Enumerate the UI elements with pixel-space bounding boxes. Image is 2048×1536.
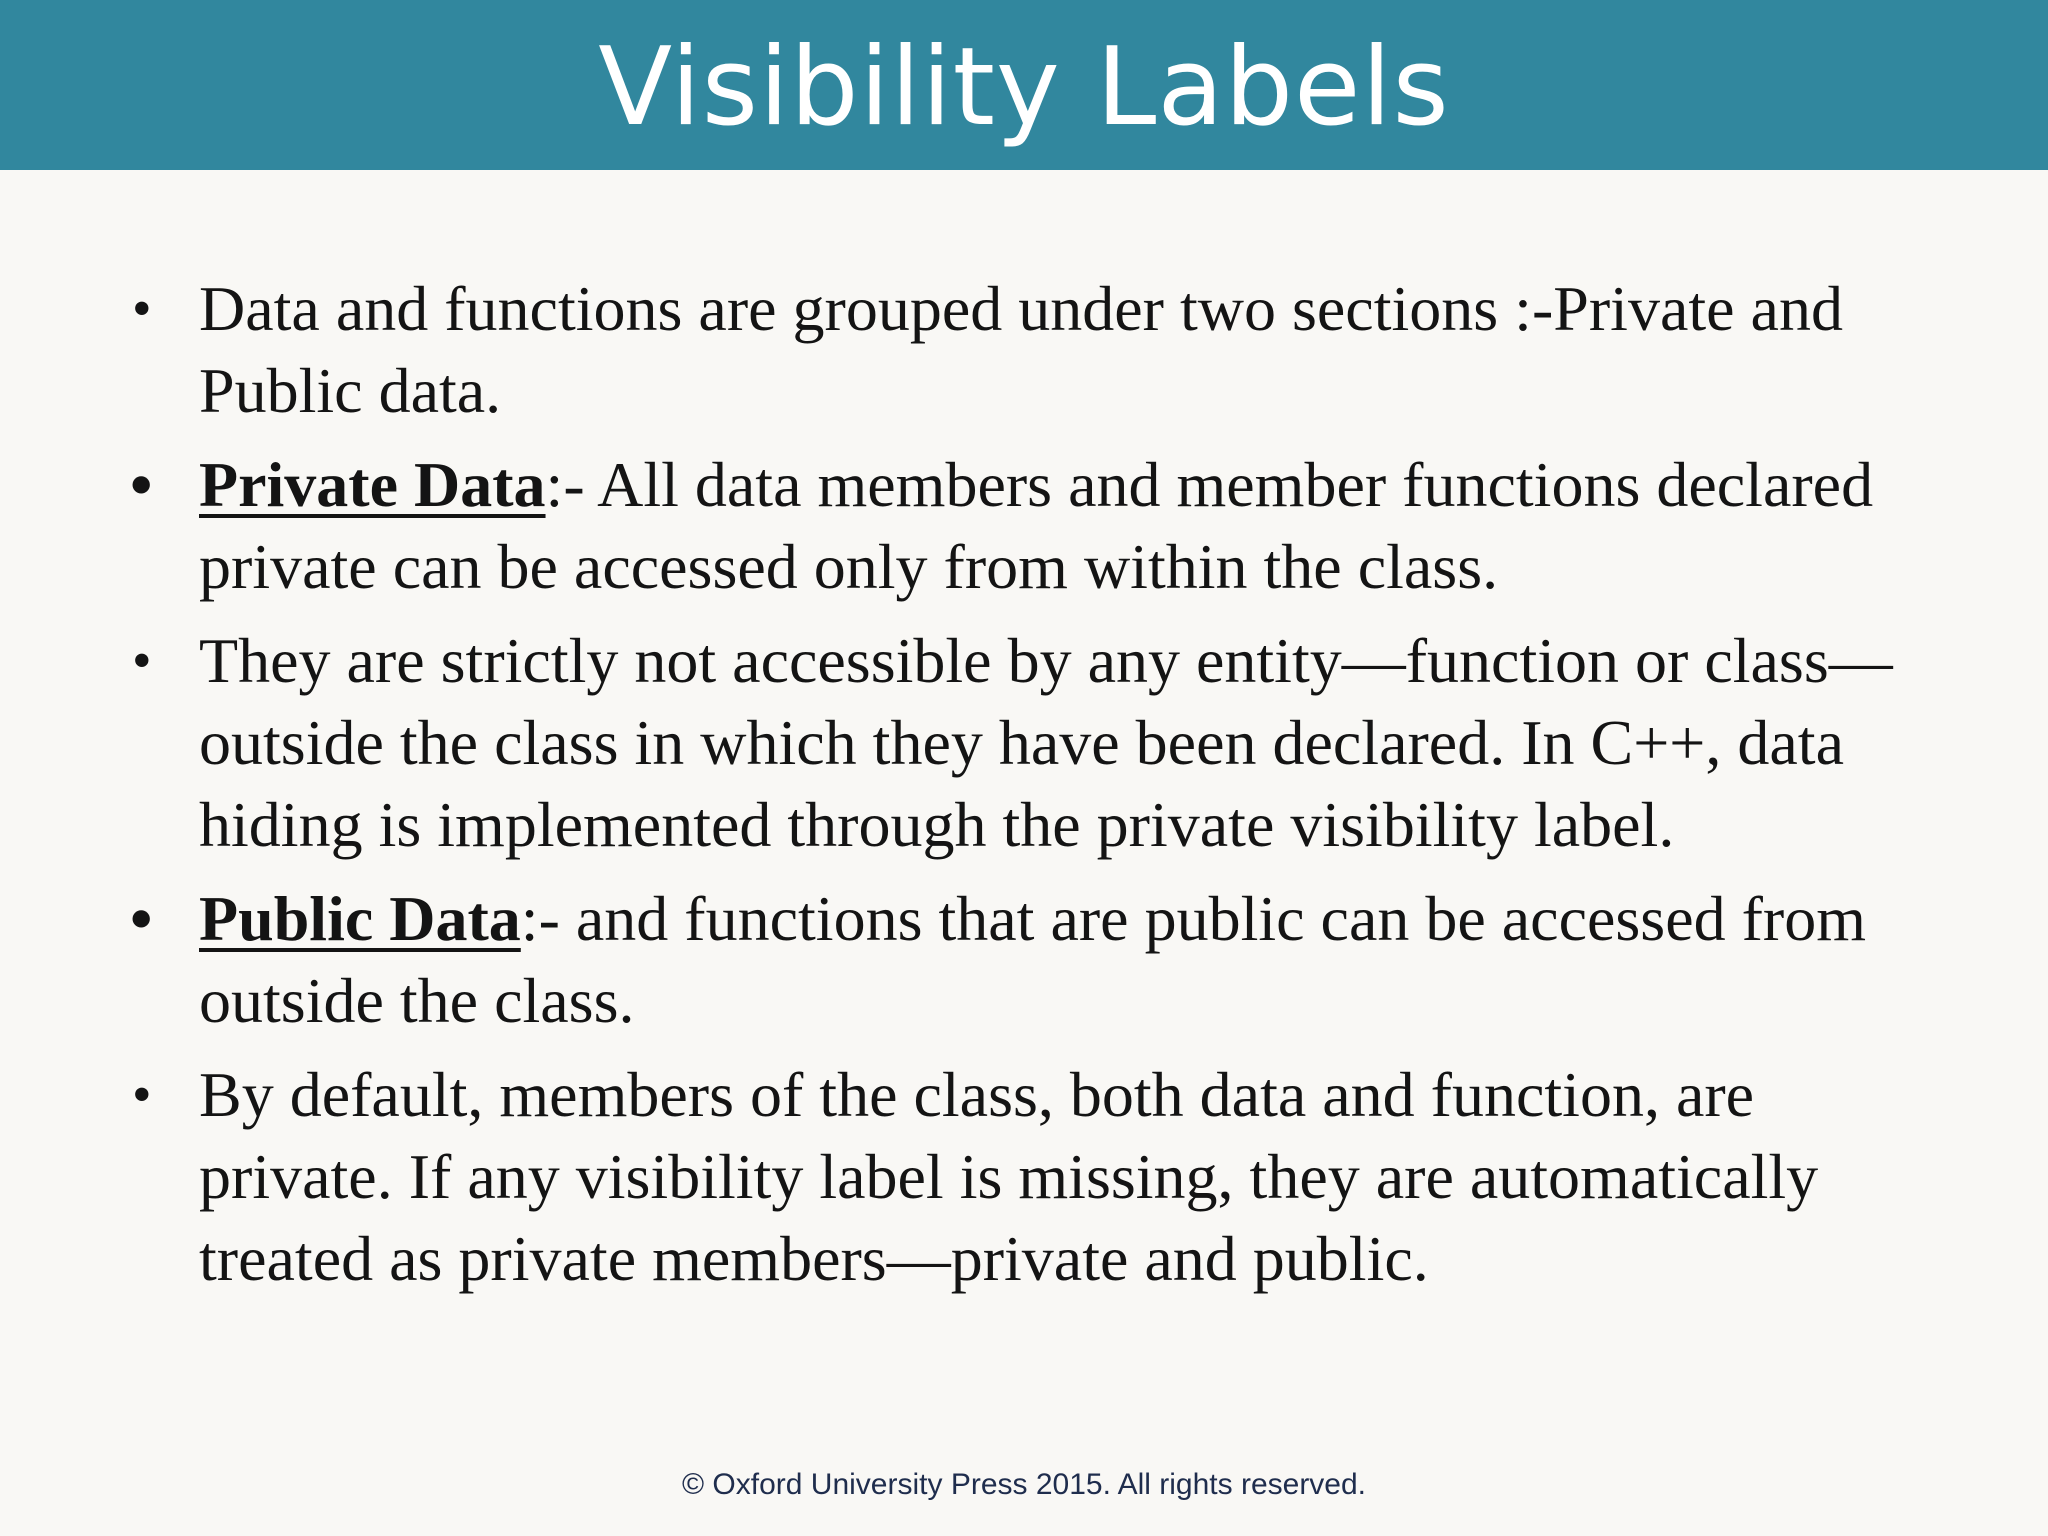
bullet-text: By default, members of the class, both data and function, are private. If any visibility label is missing, they are automatically treated as private members—private and public.: [199, 1059, 1819, 1294]
bullet-marker: •: [132, 278, 152, 340]
bullet-item-not-accessible: [130, 620, 1960, 866]
bullet-list: [130, 268, 1960, 1312]
bullet-item-private-data: [130, 444, 1960, 608]
bullet-marker: •: [132, 630, 152, 692]
bullet-item-grouping: [130, 268, 1960, 432]
bullet-item-public-data: [130, 878, 1960, 1042]
title-bar: [0, 0, 2048, 170]
bullet-text: They are strictly not accessible by any entity—function or class—outside the class in which they have been declared. In C++, data hiding is implemented through the private visibility label.: [199, 625, 1893, 860]
term-private-data: Private Data: [199, 449, 546, 520]
bullet-text: :- and functions that are public can be accessed from outside the class.: [199, 883, 1866, 1036]
bullet-marker: •: [130, 449, 153, 520]
bullet-marker: •: [132, 1064, 152, 1126]
term-public-data: Public Data: [199, 883, 521, 954]
bullet-item-default-private: [130, 1054, 1960, 1300]
slide-title: Visibility Labels: [598, 25, 1450, 150]
bullet-text: Data and functions are grouped under two sections :-Private and Public data.: [199, 273, 1843, 426]
bullet-text: :- All data members and member functions declared private can be accessed only from within the class.: [199, 449, 1874, 602]
bullet-marker: •: [130, 883, 153, 954]
copyright-footer: © Oxford University Press 2015. All rights reserved.: [681, 1468, 1367, 1501]
